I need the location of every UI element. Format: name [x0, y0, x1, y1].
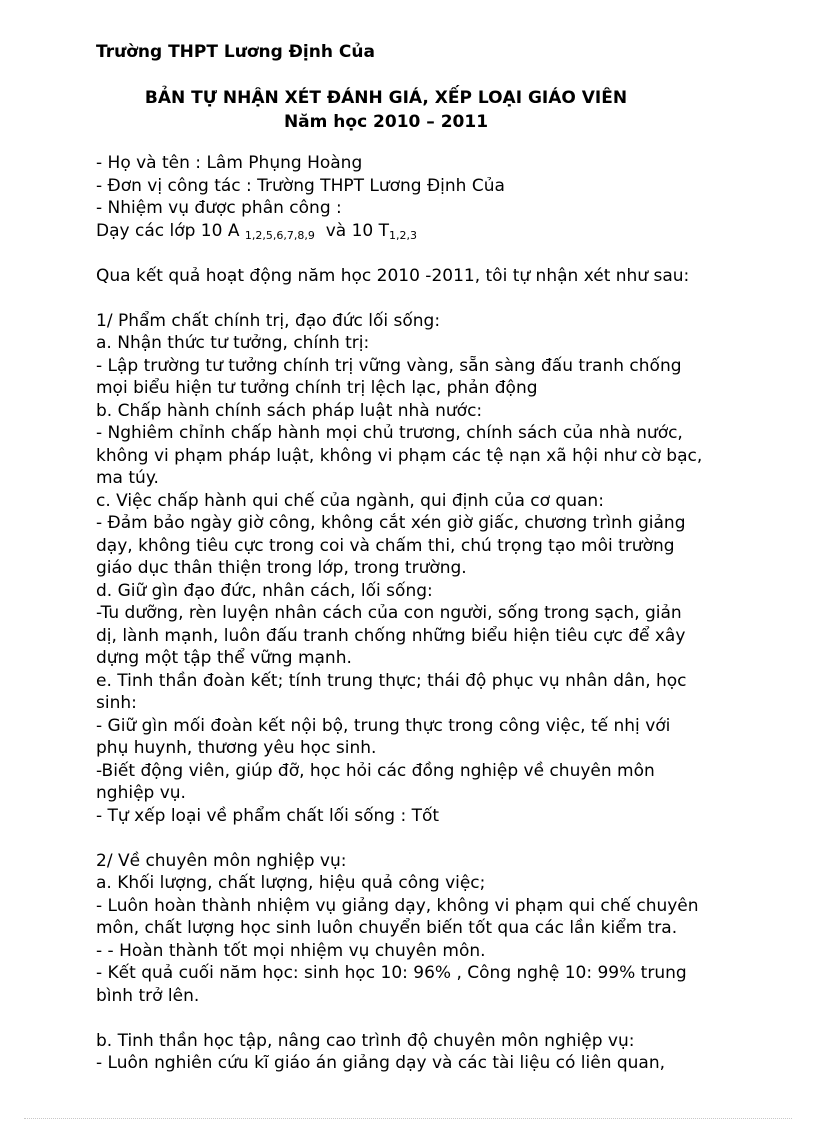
body-line: không vi phạm pháp luật, không vi phạm các tệ nạn xã hội như cờ bạc,: [96, 445, 703, 466]
section-2b-lines: [96, 1030, 736, 1075]
body-line: môn, chất lượng học sinh luôn chuyển biến tốt qua các lần kiểm tra.: [96, 918, 678, 938]
body-line: - Lập trường tư tưởng chính trị vững vàng, sẵn sàng đấu tranh chống: [96, 355, 682, 376]
page-bottom-rule: [24, 1118, 792, 1119]
body-line: - Luôn nghiên cứu kĩ giáo án giảng dạy và các tài liệu có liên quan,: [96, 1053, 666, 1073]
body-line: - Nghiêm chỉnh chấp hành mọi chủ trương, chính sách của nhà nước,: [96, 423, 683, 443]
spacer: [96, 1007, 736, 1030]
body-line: - Luôn hoàn thành nhiệm vụ giảng dạy, không vi phạm qui chế chuyên: [96, 895, 699, 916]
info-classes: [96, 220, 736, 243]
info-name: - Họ và tên : Lâm Phụng Hoàng: [96, 153, 363, 173]
body-line: - Đảm bảo ngày giờ công, không cắt xén giờ giấc, chương trình giảng: [96, 513, 686, 533]
body-line: a. Nhận thức tư tưởng, chính trị:: [96, 333, 370, 353]
body-line: dạy, không tiêu cực trong coi và chấm thi, chú trọng tạo môi trường: [96, 535, 675, 556]
title-line-1: BẢN TỰ NHẬN XÉT ĐÁNH GIÁ, XẾP LOẠI GIÁO VIÊN: [144, 88, 628, 108]
section-2-lines: [96, 872, 736, 1007]
body-line: e. Tinh thần đoàn kết; tính trung thực; thái độ phục vụ nhân dân, học: [96, 670, 687, 691]
body-line: dị, lành mạnh, luôn đấu tranh chống những biểu hiện tiêu cực để xây: [96, 625, 686, 646]
body-line: -Tu dưỡng, rèn luyện nhân cách của con người, sống trong sạch, giản: [96, 603, 682, 623]
body-line: sinh:: [96, 693, 137, 713]
body-line: giáo dục thân thiện trong lớp, trong trường.: [96, 558, 467, 578]
section-2-heading: 2/ Về chuyên môn nghiệp vụ:: [96, 850, 347, 871]
body-line: bình trở lên.: [96, 985, 200, 1006]
school-name: Trường THPT Lương Định Của: [96, 42, 375, 62]
document-title: [96, 86, 676, 134]
classes-prefix: Dạy các lớp 10 A: [96, 220, 240, 241]
section-1-lines: [96, 332, 736, 827]
info-duty: - Nhiệm vụ được phân công :: [96, 198, 342, 218]
body-line: a. Khối lượng, chất lượng, hiệu quả công việc;: [96, 873, 486, 893]
title-line-2: Năm học 2010 – 2011: [283, 112, 489, 132]
body-line: b. Chấp hành chính sách pháp luật nhà nước:: [96, 400, 483, 421]
classes-a-subscript: 1,2,5,6,7,8,9: [244, 228, 315, 242]
body-line: - Tự xếp loại về phẩm chất lối sống : Tốt: [96, 805, 440, 826]
classes-mid: và 10 T: [325, 220, 389, 241]
section-1-heading: 1/ Phẩm chất chính trị, đạo đức lối sống:: [96, 310, 441, 331]
body-line: - Giữ gìn mối đoàn kết nội bộ, trung thực trong công việc, tế nhị với: [96, 715, 671, 736]
document-body: [96, 152, 736, 1075]
body-line: mọi biểu hiện tư tưởng chính trị lệch lạc, phản động: [96, 378, 538, 398]
body-line: -Biết động viên, giúp đỡ, học hỏi các đồng nghiệp về chuyên môn: [96, 760, 655, 781]
body-line: phụ huynh, thương yêu học sinh.: [96, 738, 377, 758]
spacer: [96, 242, 736, 265]
body-line: - - Hoàn thành tốt mọi nhiệm vụ chuyên môn.: [96, 940, 486, 961]
classes-t-subscript: 1,2,3: [389, 228, 417, 242]
body-line: dựng một tập thể vững mạnh.: [96, 648, 352, 668]
body-line: ma túy.: [96, 468, 159, 488]
body-line: nghiệp vụ.: [96, 783, 186, 803]
info-unit: - Đơn vị công tác : Trường THPT Lương Định Của: [96, 175, 505, 196]
body-line: - Kết quả cuối năm học: sinh học 10: 96% , Công nghệ 10: 99% trung: [96, 963, 687, 983]
body-line: b. Tinh thần học tập, nâng cao trình độ chuyên môn nghiệp vụ:: [96, 1030, 635, 1051]
body-line: c. Việc chấp hành qui chế của ngành, qui định của cơ quan:: [96, 490, 604, 511]
body-line: d. Giữ gìn đạo đức, nhân cách, lối sống:: [96, 580, 433, 601]
spacer: [96, 827, 736, 850]
intro-line: Qua kết quả hoạt động năm học 2010 -2011, tôi tự nhận xét như sau:: [96, 265, 690, 286]
spacer: [96, 287, 736, 310]
